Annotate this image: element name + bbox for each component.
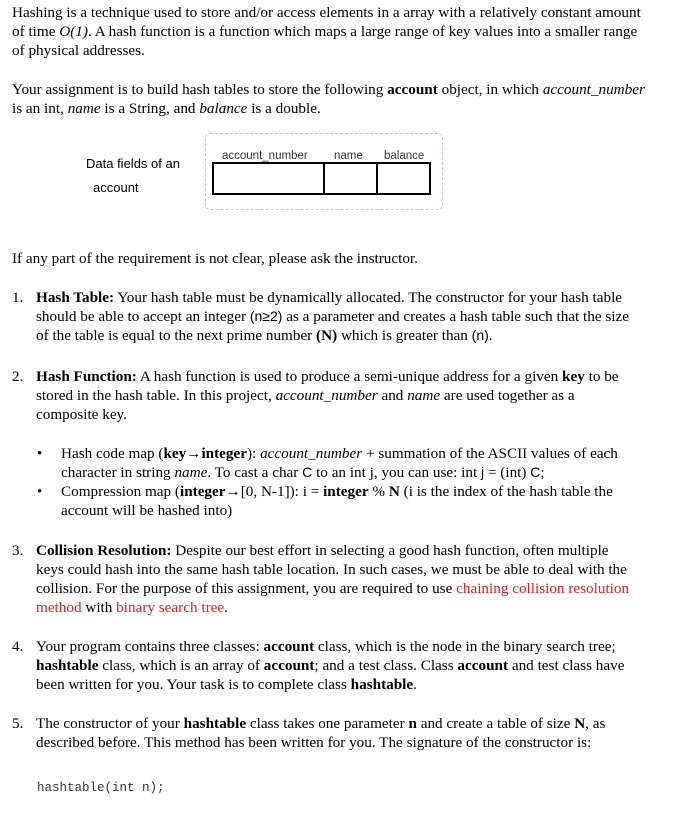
- bullet-body: [61, 482, 627, 520]
- item-text: to be stored in the hash table. In this project,: [36, 368, 619, 404]
- item-body: [36, 541, 636, 617]
- key-integer-term: key→integer: [163, 445, 247, 462]
- assignment-text: object, in which: [437, 81, 543, 98]
- item-text: and test class have been written for you. Your task is to complete class: [36, 657, 625, 693]
- account-term: account: [387, 81, 438, 98]
- item-body: [36, 637, 636, 694]
- field-box-account-number: [212, 162, 325, 195]
- account-term: account: [263, 657, 315, 674]
- bullet-text: = (int): [484, 464, 531, 481]
- item-body: [36, 714, 636, 752]
- account-number-term: account_number: [275, 387, 378, 404]
- hashtable-term: hashtable: [350, 676, 414, 693]
- bullet-text: Hash code map (: [61, 445, 164, 462]
- name-term: name: [407, 387, 441, 404]
- item-text: .: [224, 599, 228, 616]
- list-item-classes: [12, 637, 636, 694]
- item-text: The constructor of your: [36, 715, 184, 732]
- item-text: are used together as a composite key.: [36, 387, 575, 423]
- account-number-term: account_number: [260, 445, 363, 462]
- hashtable-term: hashtable: [36, 657, 99, 674]
- constructor-signature-code: hashtable(int n);: [37, 781, 165, 795]
- field-box-balance: [376, 162, 431, 195]
- list-item-collision-resolution: [12, 541, 636, 617]
- bullet-dot: •: [37, 445, 43, 462]
- item-number: 3.: [12, 542, 24, 559]
- assignment-text: Your assignment is to build hash tables to store the following: [12, 81, 388, 98]
- bullet-text: Compression map (: [61, 483, 180, 500]
- bullet-text: (i is the index of the hash table the account will be hashed into): [61, 483, 613, 519]
- item-text: with: [81, 599, 117, 616]
- list-item-hash-function: [12, 367, 636, 424]
- bullet-hash-code-map: [37, 444, 627, 482]
- account-term: account: [263, 638, 315, 655]
- item-number: 5.: [12, 715, 24, 732]
- account-term: account: [457, 657, 509, 674]
- clarify-note: If any part of the requirement is not clear, please ask the instructor.: [12, 250, 418, 267]
- item-text: .: [413, 676, 417, 693]
- field-header-balance: balance: [384, 150, 425, 162]
- item-text: class, which is the node in the binary search tree;: [314, 638, 616, 655]
- key-term: key: [562, 368, 585, 385]
- item-text: which is greater than: [337, 327, 472, 344]
- assignment-text: is a String, and: [100, 100, 200, 117]
- item-text: A hash function is used to produce a semi-unique address for a given: [136, 368, 563, 385]
- big-o-notation: O(1): [59, 23, 88, 40]
- bullet-compression-map: [37, 482, 627, 520]
- hashtable-term: hashtable: [183, 715, 247, 732]
- intro-text: Hashing is a technique used to store and/or access elements in a array with a relatively constant amount of time: [12, 4, 641, 40]
- item-title: Hash Function:: [36, 368, 137, 385]
- integer-term: integer: [323, 483, 369, 500]
- account-number-term: account_number: [542, 81, 645, 98]
- item-text: Your program contains three classes:: [36, 638, 264, 655]
- param-N: N: [574, 715, 586, 732]
- binary-search-tree-highlight: binary search tree: [116, 599, 225, 616]
- item-title: Hash Table:: [36, 289, 115, 306]
- name-term: name: [67, 100, 101, 117]
- balance-term: balance: [199, 100, 248, 117]
- bullet-text: ;: [540, 464, 545, 481]
- assignment-paragraph: [12, 80, 652, 118]
- item-text: Your hash table must be dynamically allocated. The constructor for your hash table should be able to accept an integer: [36, 289, 623, 325]
- char-c: C: [302, 464, 313, 480]
- param-n-small: (n): [471, 327, 489, 343]
- bullet-text: + summation of the ASCII values of each character in string: [61, 445, 618, 481]
- item-text: class takes one parameter: [246, 715, 409, 732]
- field-header-account-number: account_number: [222, 150, 308, 162]
- bullet-text: ):: [247, 445, 261, 462]
- item-text: ; and a test class. Class: [314, 657, 458, 674]
- bullet-text: %: [368, 483, 389, 500]
- bullet-text: [0, N-1]): i =: [240, 483, 324, 500]
- bullet-body: [61, 444, 627, 482]
- item-text: class, which is an array of: [98, 657, 264, 674]
- list-item-hash-table: [12, 288, 636, 345]
- assignment-text: is an int,: [12, 100, 68, 117]
- item-title: Collision Resolution:: [36, 542, 172, 559]
- diagram-label-line2: account: [93, 180, 139, 195]
- var-j: j: [481, 464, 485, 480]
- param-N: N: [388, 483, 400, 500]
- field-box-name: [323, 162, 378, 195]
- name-term: name: [174, 464, 208, 481]
- item-body: [36, 367, 636, 424]
- integer-arrow-term: integer→: [179, 483, 241, 500]
- item-number: 2.: [12, 368, 24, 385]
- list-item-constructor: [12, 714, 636, 752]
- bullet-text: to an int j, you can use: int: [312, 464, 482, 481]
- intro-text: . A hash function is a function which maps a large range of key values into a smaller range of physical addresses.: [12, 23, 638, 59]
- bullet-text: . To cast a char: [207, 464, 303, 481]
- item-text: as a parameter and creates a hash table such that the size of the table is equal to the next prime number: [36, 308, 630, 344]
- field-header-name: name: [334, 150, 363, 162]
- item-text: , as described before. This method has been written for you. The signature of the constructor is:: [36, 715, 606, 751]
- item-text: and create a table of size: [416, 715, 575, 732]
- item-text: Despite our best effort in selecting a good hash function, often multiple keys could hash into the same hash table location. In such cases, we must be able to deal with the collision. For the purpose of this assignment, you are required to use: [36, 542, 627, 597]
- param-n: n: [408, 715, 417, 732]
- item-body: [36, 288, 636, 345]
- item-text: and: [377, 387, 408, 404]
- chaining-method-highlight: chaining collision resolution method: [36, 580, 630, 616]
- item-number: 1.: [12, 289, 24, 306]
- bullet-dot: •: [37, 483, 43, 500]
- intro-paragraph: [12, 3, 652, 60]
- char-c: C: [530, 464, 541, 480]
- diagram-label-line1: Data fields of an: [86, 156, 180, 171]
- param-n: (n≥2): [249, 308, 283, 324]
- param-N: (N): [316, 327, 338, 344]
- item-number: 4.: [12, 638, 24, 655]
- assignment-text: is a double.: [247, 100, 321, 117]
- item-text: .: [488, 327, 493, 344]
